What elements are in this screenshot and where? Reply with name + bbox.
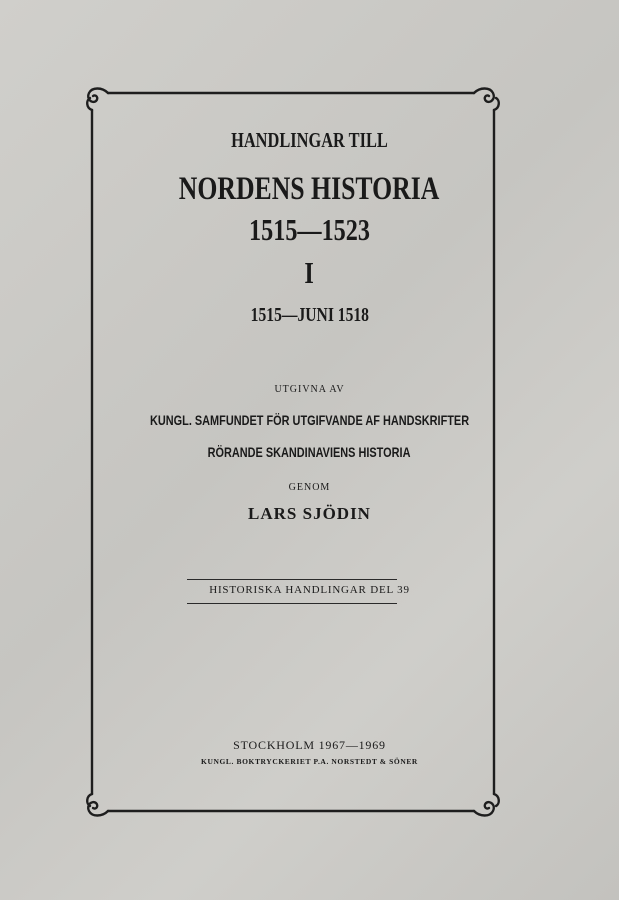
series-rule-top <box>187 579 397 580</box>
series-label: HISTORISKA HANDLINGAR DEL 39 <box>209 584 410 596</box>
volume-number: I <box>304 255 315 290</box>
volume-range: 1515—JUNI 1518 <box>250 304 369 326</box>
title-years: 1515—1523 <box>249 212 370 247</box>
title-line-2: NORDENS HISTORIA <box>179 171 440 207</box>
title-line-1: HANDLINGAR TILL <box>231 128 388 152</box>
editor-name: LARS SJÖDIN <box>248 504 371 523</box>
series-rule-bottom <box>187 603 397 604</box>
printer-imprint: KUNGL. BOKTRYCKERIET P.A. NORSTEDT & SÖNER <box>201 757 418 766</box>
through-label: GENOM <box>288 482 331 493</box>
publisher-line-2: RÖRANDE SKANDINAVIENS HISTORIA <box>208 444 411 460</box>
published-by-label: UTGIVNA AV <box>274 384 345 395</box>
place-and-years: STOCKHOLM 1967—1969 <box>233 738 386 752</box>
publisher-line-1: KUNGL. SAMFUNDET FÖR UTGIFVANDE AF HANDSKRIFTER <box>149 412 470 428</box>
